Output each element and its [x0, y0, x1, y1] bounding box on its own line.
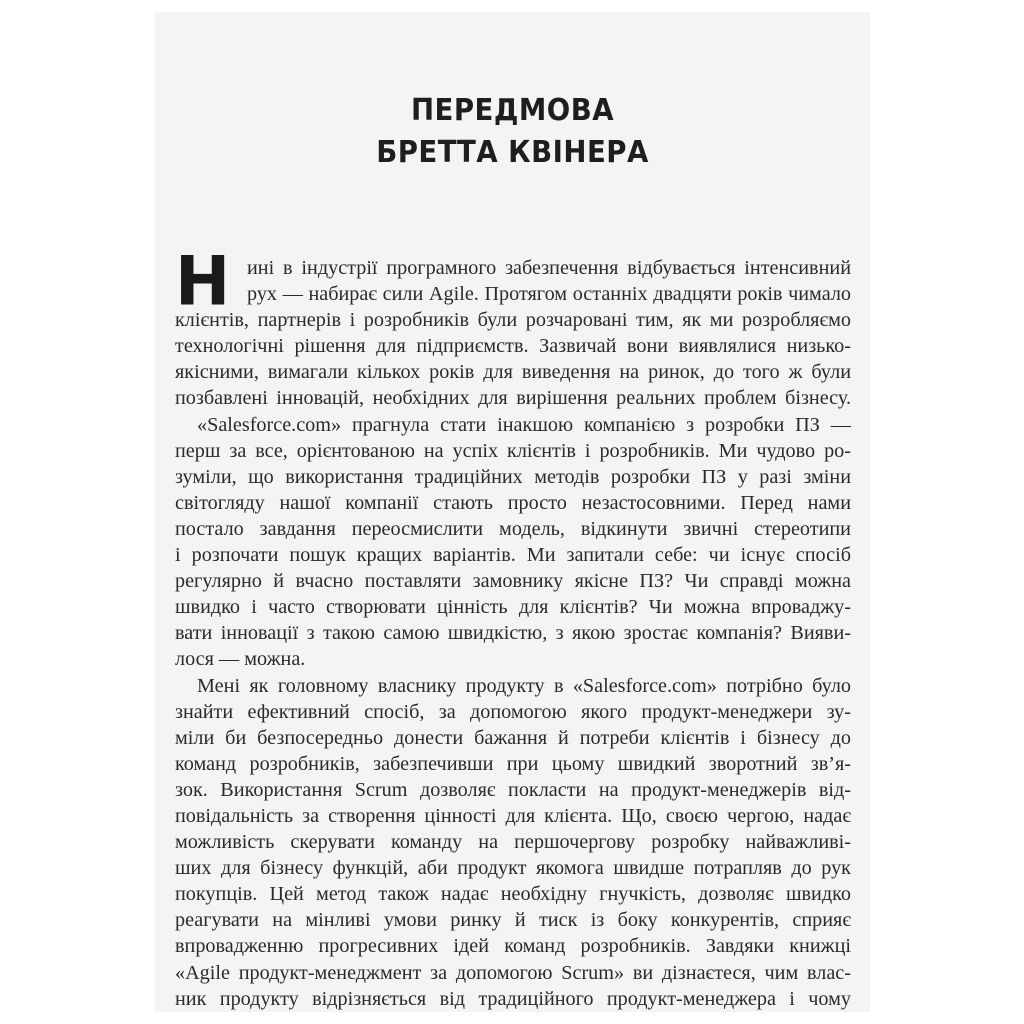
text-line: перш за все, орієнтованою на успіх клієнтів і розробників. Ми чудово ро-	[175, 439, 851, 462]
paragraph-2	[175, 412, 851, 673]
text-line: ник продукту відрізняється від традиційного продукт-менеджера і чому	[175, 987, 851, 1010]
text-line: швидко і часто створювати цінність для клієнтів? Чи можна впроваджу-	[175, 596, 851, 619]
text-line: зуміли, що використання традиційних методів розробки ПЗ у разі зміни	[175, 465, 851, 488]
paragraph-3	[175, 673, 851, 1012]
text-line: ині в індустрії програмного забезпечення відбувається інтенсивний	[247, 257, 851, 279]
text-line: технологічні рішення для підприємств. Зазвичай вони виявлялися низько-	[175, 335, 851, 358]
text-line: клієнтів, партнерів і розробників були розчаровані тим, як ми розробляємо	[175, 309, 851, 332]
title-line-2: БРЕТТА КВІНЕРА	[376, 135, 649, 170]
text-line: повідальність за створення цінності для клієнта. Що, своєю чергою, надає	[175, 804, 851, 827]
drop-cap: Н	[175, 242, 231, 321]
text-line: впровадженню прогресивних ідей команд розробників. Завдяки книжці	[175, 935, 851, 958]
text-line: якісними, вимагали кількох років для виведення на ринок, до того ж були	[175, 361, 851, 384]
text-line: лося — можна.	[175, 648, 306, 671]
text-line: «Salesforce.com» прагнула стати інакшою компанією з розробки ПЗ —	[197, 413, 851, 436]
text-line: реагувати на мінливі умови ринку й тиск із боку конкурентів, сприяє	[175, 909, 851, 932]
title-line-1: ПЕРЕДМОВА	[410, 93, 615, 128]
text-line: регулярно й вчасно поставляти замовнику якісне ПЗ? Чи справді можна	[175, 570, 851, 593]
text-line: «Agile продукт-менеджмент за допомогою Scrum» ви дізнаєтеся, чим влас-	[175, 961, 851, 984]
text-line: рух — набирає сили Agile. Протягом останніх двадцяти років чимало	[247, 283, 851, 306]
text-line: і розпочати пошук кращих варіантів. Ми запитали себе: чи існує спосіб	[175, 544, 851, 567]
text-line: покупців. Цей метод також надає необхідну гнучкість, дозволяє швидко	[175, 883, 851, 906]
text-line: ших для бізнесу функцій, аби продукт якомога швидше потрапляв до рук	[175, 857, 851, 880]
text-line: знайти ефективний спосіб, за допомогою якого продукт-менеджери зу-	[175, 700, 851, 723]
text-line: можливість скерувати команду на першочергову розробку найважливі-	[175, 831, 851, 854]
paragraph-1	[175, 242, 851, 412]
text-line: світогляду нашої компанії стають просто незастосовними. Перед нами	[175, 491, 851, 514]
book-page	[155, 12, 870, 1012]
text-line: зок. Використання Scrum дозволяє покласти на продукт-менеджерів від-	[175, 778, 851, 801]
text-line: постало завдання переосмислити модель, відкинути звичні стереотипи	[175, 517, 851, 540]
text-line: міли би безпосередньо донести бажання й потреби клієнтів і бізнесу до	[175, 726, 851, 749]
text-line: позбавлені інновацій, необхідних для вирішення реальних проблем бізнесу.	[175, 387, 851, 410]
body-text	[175, 242, 851, 1012]
text-line: команд розробників, забезпечивши при цьому швидкий зворотний зв’я-	[175, 752, 851, 775]
text-line: вати інновації з такою самою швидкістю, з якою зростає компанія? Вияви-	[175, 622, 851, 645]
text-line: Мені як головному власнику продукту в «Salesforce.com» потрібно було	[197, 674, 851, 697]
page-title	[184, 90, 842, 174]
